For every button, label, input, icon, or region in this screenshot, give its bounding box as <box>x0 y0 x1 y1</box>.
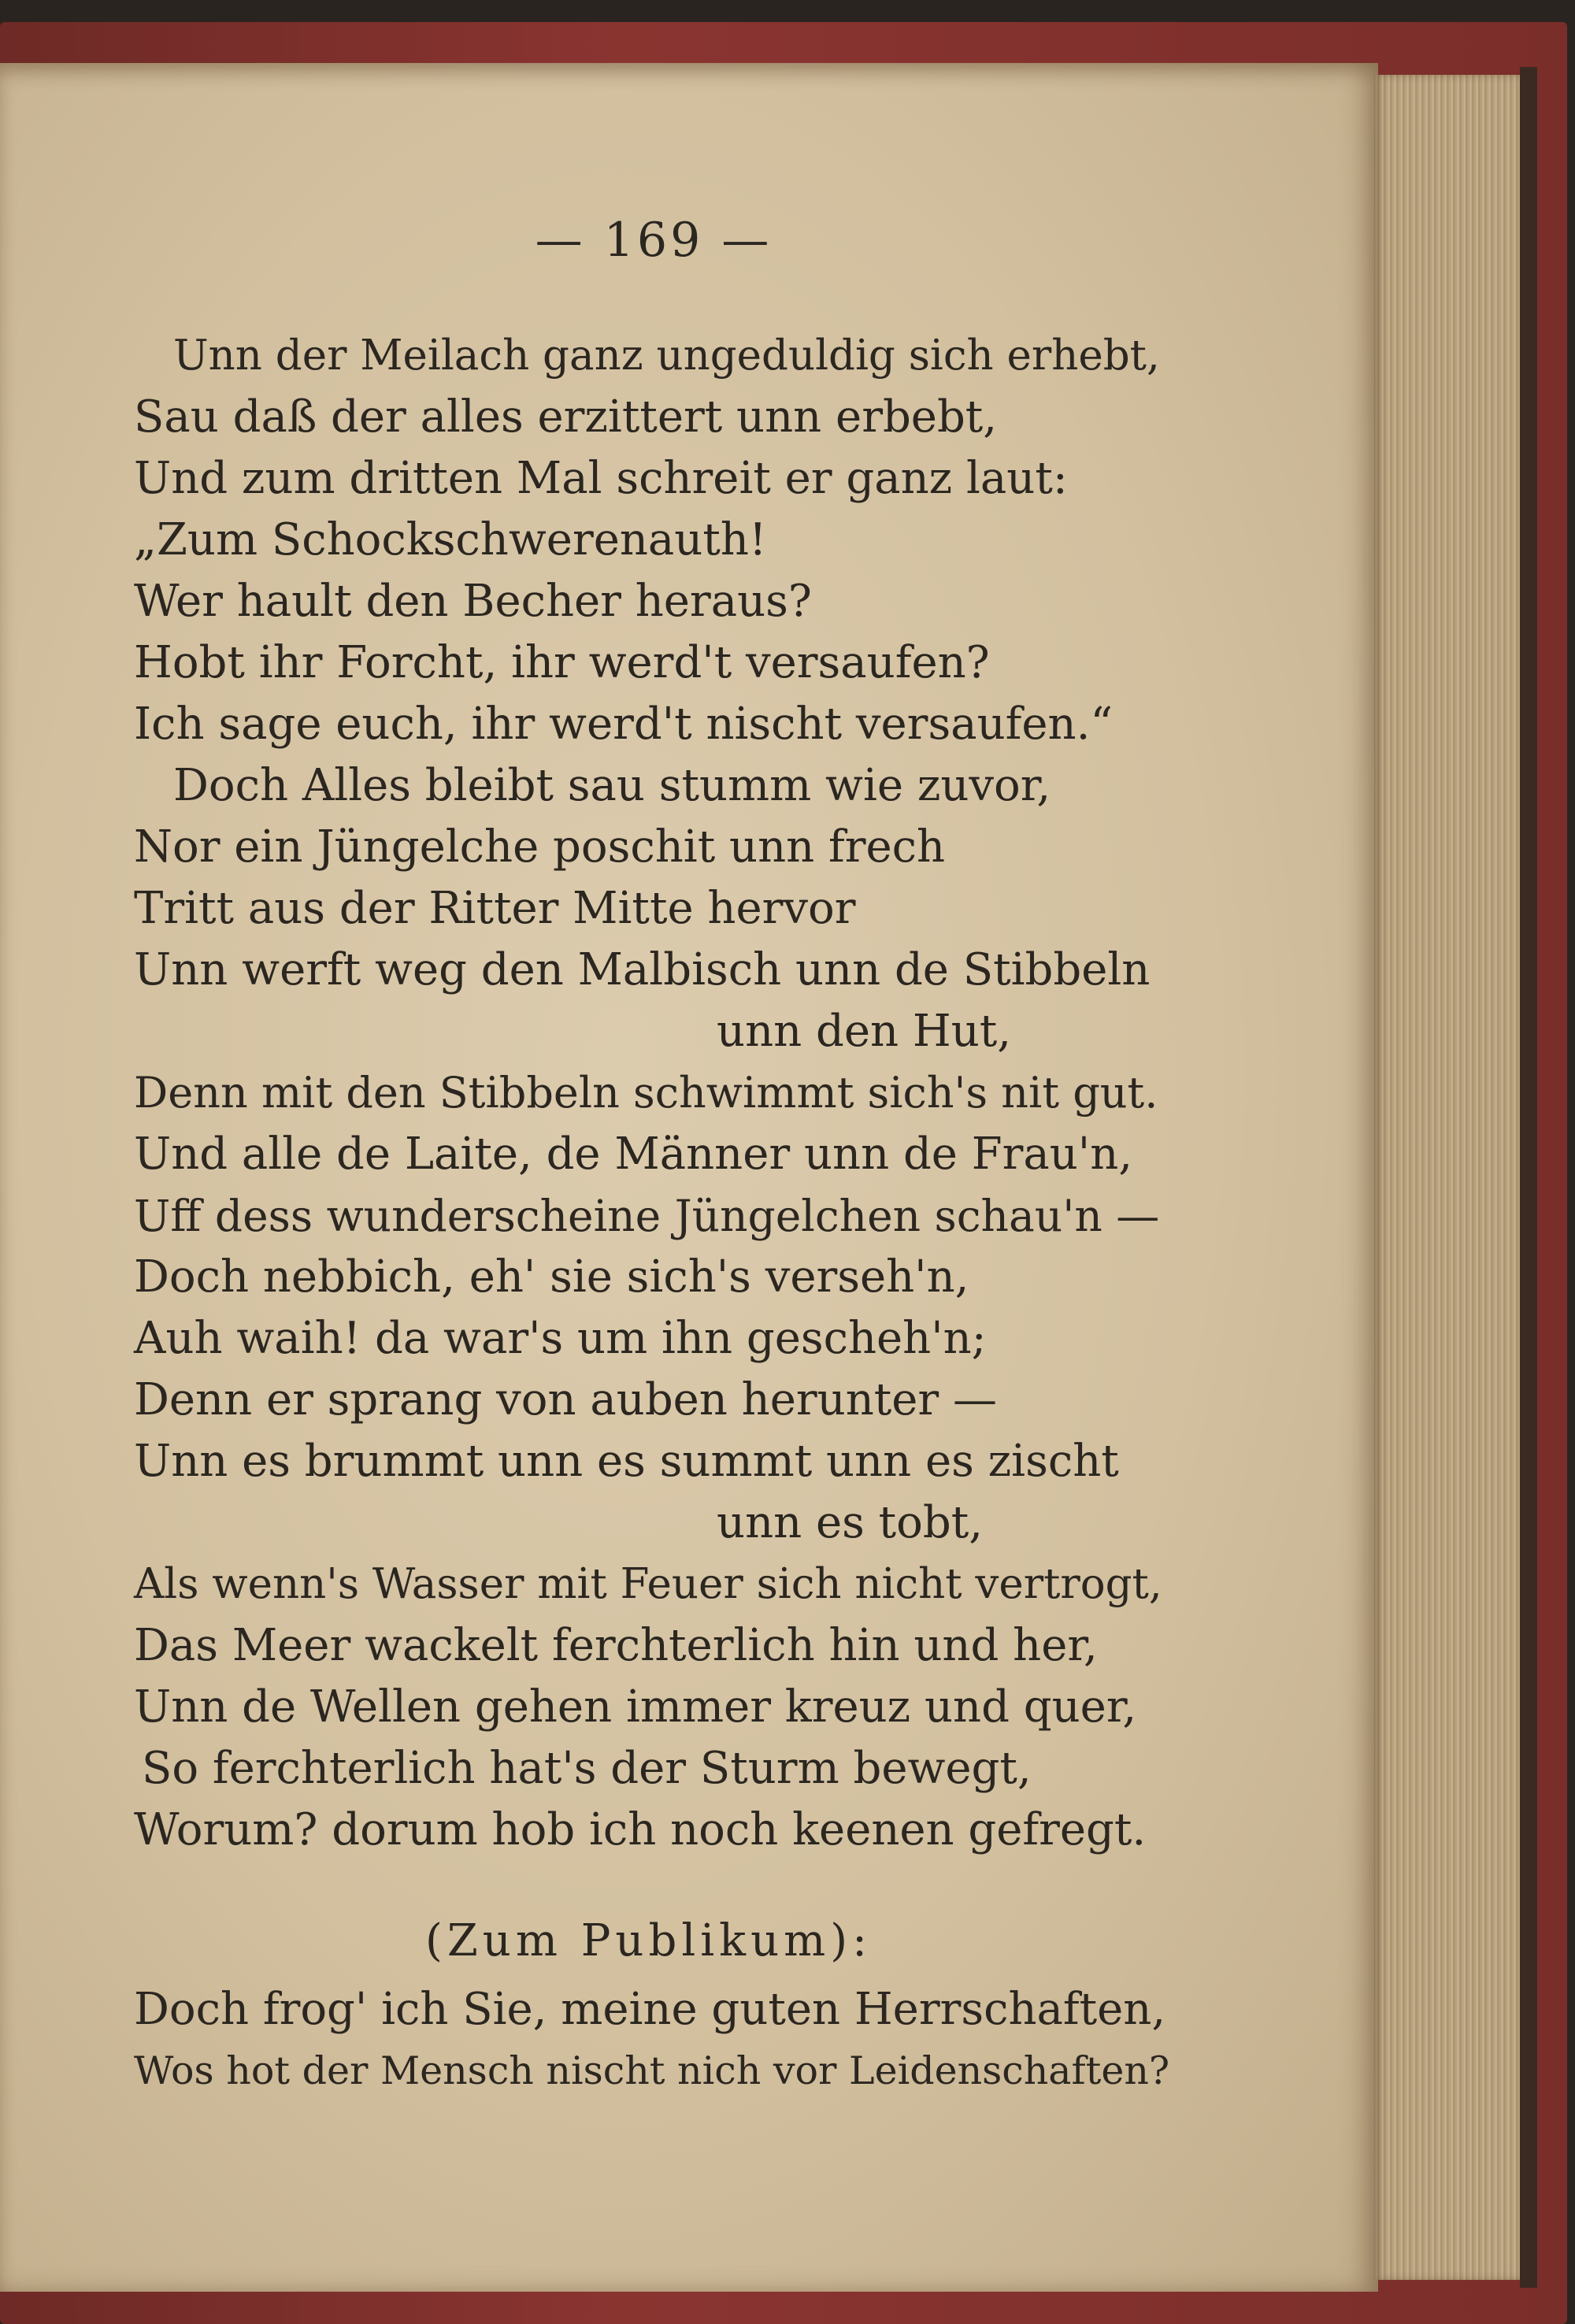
closing-line-2: Wos hot der Mensch nischt nich vor Leidenschaften? <box>134 2048 1170 2093</box>
verse-line-21: Unn de Wellen gehen immer kreuz und quer, <box>134 1681 1137 1733</box>
verse-line-11: Unn werft weg den Malbisch unn de Stibbeln <box>134 944 1151 995</box>
verse-line-9: Nor ein Jüngelche poschit unn frech <box>134 821 946 873</box>
verse-line-4: „Zum Schockschwerenauth! <box>134 514 767 565</box>
verse-line-1: Unn der Meilach ganz ungeduldig sich erhebt, <box>173 332 1160 380</box>
verse-line-18-continued: unn es tobt, <box>717 1497 984 1548</box>
verse-line-11-continued: unn den Hut, <box>717 1006 1012 1057</box>
verse-line-22: So ferchterlich hat's der Sturm bewegt, <box>142 1743 1032 1794</box>
cover-edge <box>1520 67 1537 2288</box>
verse-line-17: Denn er sprang von auben herunter — <box>134 1374 997 1425</box>
verse-line-2: Sau daß der alles erzittert unn erbebt, <box>134 391 998 443</box>
closing-line-1: Doch frog' ich Sie, meine guten Herrschaften, <box>134 1984 1166 2035</box>
verse-line-6: Hobt ihr Forcht, ihr werd't versaufen? <box>134 637 990 688</box>
verse-line-15: Doch nebbich, eh' sie sich's verseh'n, <box>134 1251 969 1303</box>
verse-line-23: Worum? dorum hob ich noch keenen gefregt. <box>134 1804 1147 1855</box>
section-heading: (Zum Publikum): <box>425 1915 872 1966</box>
verse-line-18: Unn es brummt unn es summt unn es zischt <box>134 1436 1119 1487</box>
verse-line-5: Wer hault den Becher heraus? <box>134 576 812 627</box>
verse-line-14: Uff dess wunderscheine Jüngelchen schau'n — <box>134 1191 1160 1241</box>
page-number: — 169 — <box>535 213 773 268</box>
verse-line-8: Doch Alles bleibt sau stumm wie zuvor, <box>173 760 1051 811</box>
verse-line-3: Und zum dritten Mal schreit er ganz laut: <box>134 453 1068 504</box>
verse-line-10: Tritt aus der Ritter Mitte hervor <box>134 883 856 934</box>
verse-line-16: Auh waih! da war's um ihn gescheh'n; <box>134 1313 987 1364</box>
verse-line-19: Als wenn's Wasser mit Feuer sich nicht vertrogt, <box>134 1560 1162 1608</box>
page-edges <box>1374 75 1520 2280</box>
verse-line-20: Das Meer wackelt ferchterlich hin und her, <box>134 1620 1098 1671</box>
verse-line-12: Denn mit den Stibbeln schwimmt sich's nit gut. <box>134 1068 1158 1118</box>
verse-line-7: Ich sage euch, ihr werd't nischt versaufen.“ <box>134 699 1113 750</box>
verse-line-13: Und alle de Laite, de Männer unn de Frau'n, <box>134 1129 1133 1180</box>
